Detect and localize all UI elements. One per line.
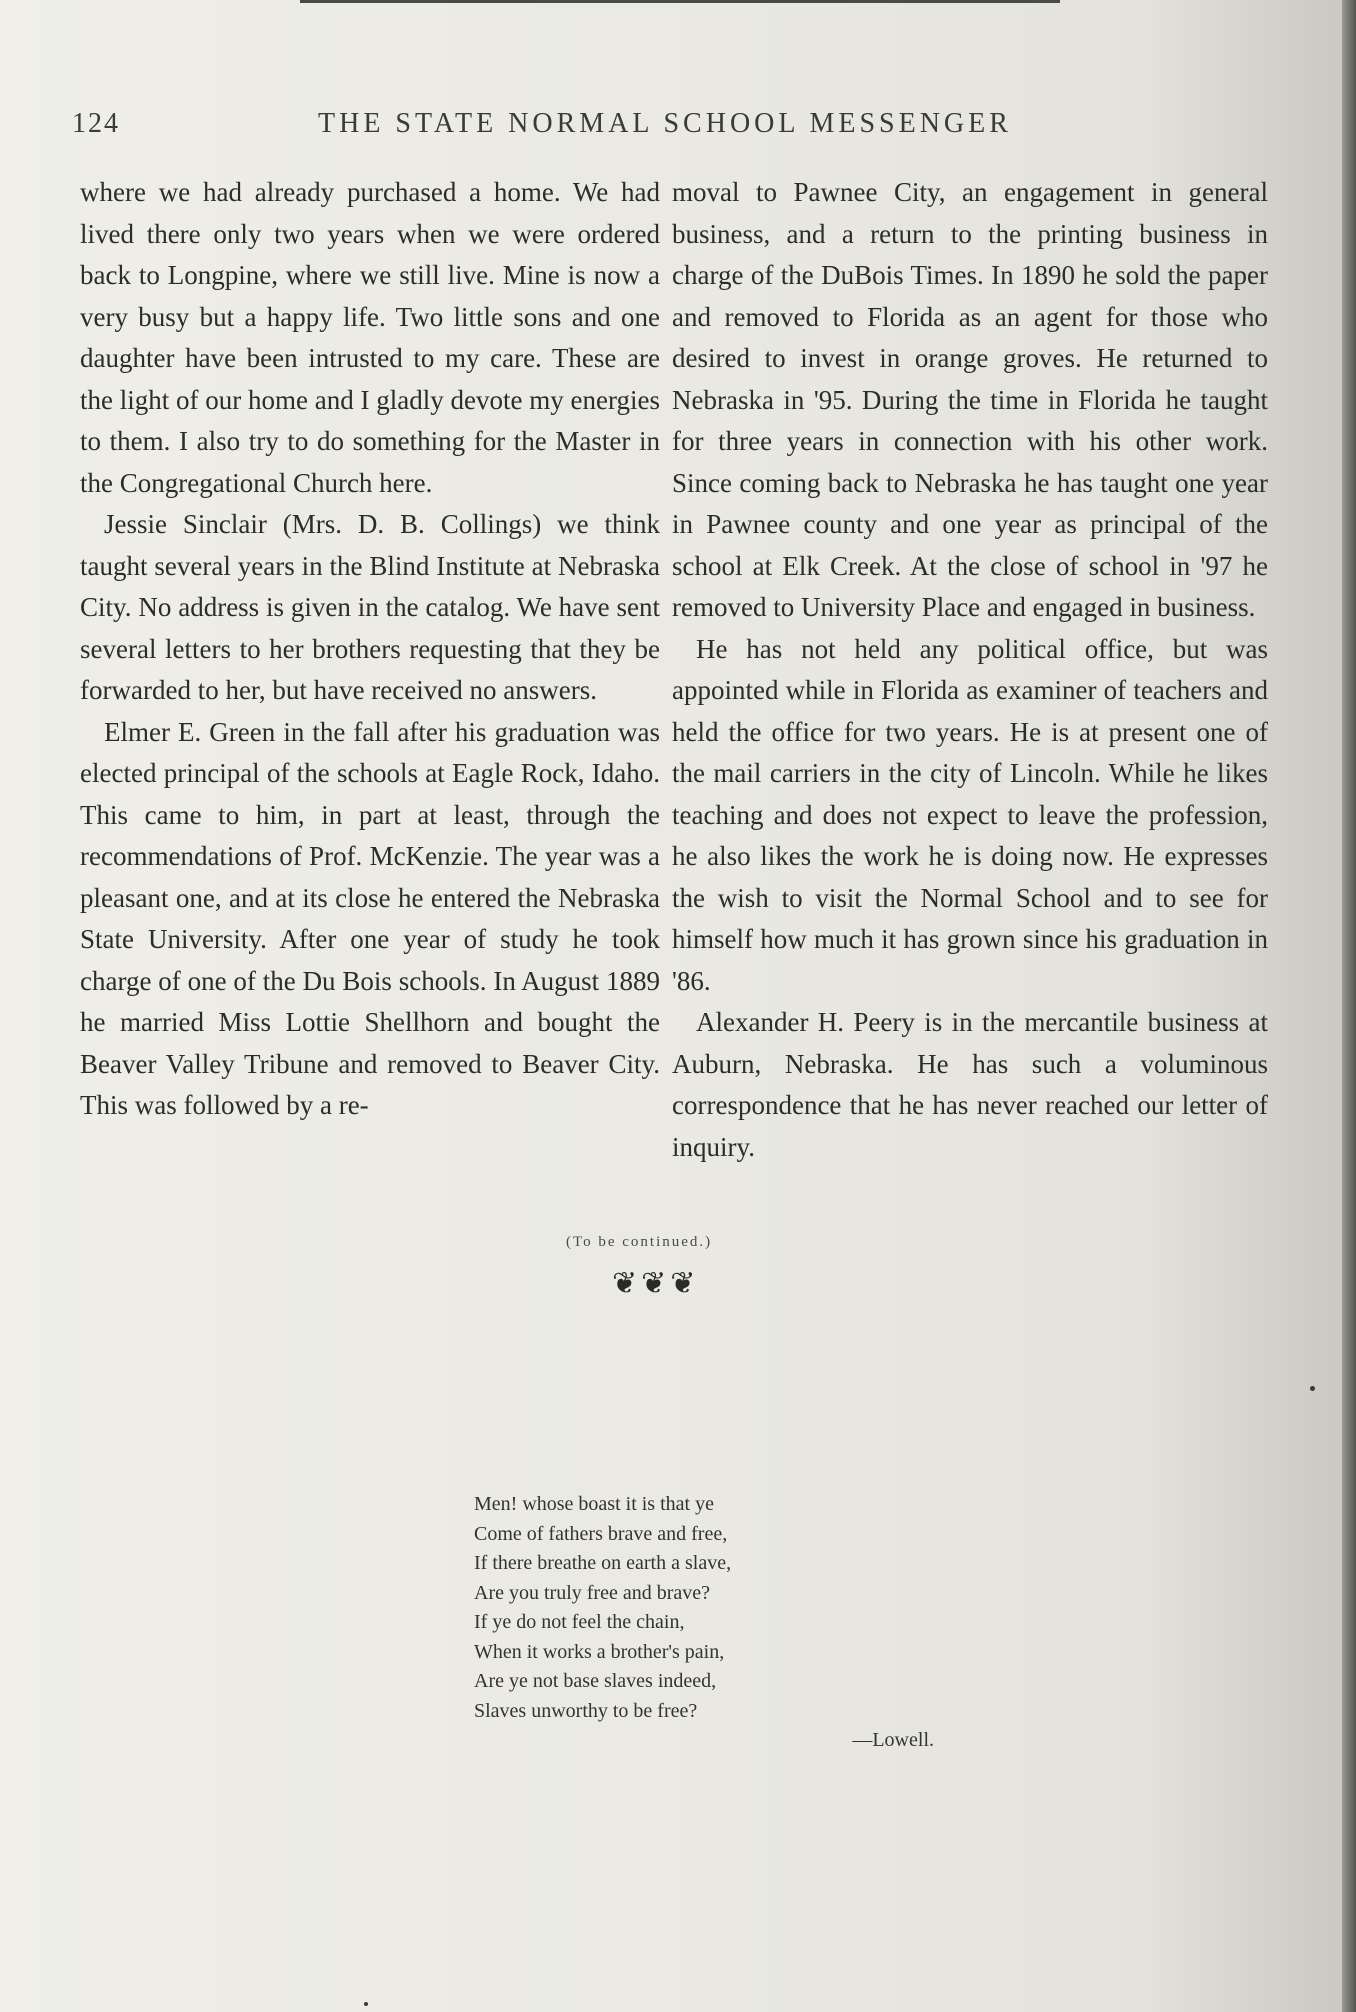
page-number: 124	[72, 108, 120, 139]
top-rule	[300, 0, 1060, 3]
publication-title: THE STATE NORMAL SCHOOL MESSENGER	[318, 108, 1012, 139]
poem-author: —Lowell.	[852, 1729, 934, 1751]
paragraph: Jessie Sinclair (Mrs. D. B. Collings) we think taught several years in the Blind Institute at Nebraska City. No address is given in the catalog. We have sent several letters to her brothers requesting that they be forwarded to her, but have received no answers.	[80, 509, 660, 705]
print-speck	[1310, 1386, 1315, 1391]
poem-line: When it works a brother's pain,	[474, 1640, 725, 1663]
poem	[474, 1490, 994, 1756]
fleuron-ornament-icon: ❦❦❦	[612, 1266, 700, 1301]
paragraph: Elmer E. Green in the fall after his graduation was elected principal of the schools at Eagle Rock, Idaho. This came to him, in part at least, through the recommendations of Prof. McKenzie. The year was a pleasant one, and at its close he entered the Nebraska State University. After one year of study he took charge of one of the Du Bois schools. In August 1889 he married Miss Lottie Shellhorn and bought the Beaver Valley Tribune and removed to Beaver City. This was followed by a re-	[80, 716, 660, 1120]
paragraph: where we had already purchased a home. We had lived there only two years when we were ordered back to Longpine, where we still live. Mine is now a very busy but a happy life. Two little sons and one daughter have been intrusted to my care. These are the light of our home and I gladly devote my energies to them. I also try to do something for the Master in the Congregational Church here.	[80, 177, 660, 498]
running-header	[72, 108, 1292, 148]
page-edge-shadow	[1342, 0, 1356, 2012]
paragraph: He has not held any political office, but was appointed while in Florida as examiner of teachers and held the office for two years. He is at present one of the mail carriers in the city of Lincoln. While he likes teaching and does not expect to leave the profession, he also likes the work he is doing now. He expresses the wish to visit the Normal School and to see for himself how much it has grown since his graduation in '86.	[672, 633, 1268, 996]
poem-line: Are you truly free and brave?	[474, 1581, 710, 1604]
continued-note: (To be continued.)	[566, 1234, 713, 1250]
poem-line: If ye do not feel the chain,	[474, 1611, 685, 1633]
print-speck	[364, 2002, 368, 2006]
paragraph: moval to Pawnee City, an engagement in general business, and a return to the printing business in charge of the DuBois Times. In 1890 he sold the paper and removed to Florida as an agent for those who desired to invest in orange groves. He returned to Nebraska in '95. During the time in Florida he taught for three years in connection with his other work. Since coming back to Nebraska he has taught one year in Pawnee county and one year as principal of the school at Elk Creek. At the close of school in '97 he removed to University Place and engaged in business.	[672, 177, 1268, 622]
poem-line: Are ye not base slaves indeed,	[474, 1670, 717, 1692]
poem-line: Slaves unworthy to be free?	[474, 1699, 698, 1722]
paragraph: Alexander H. Peery is in the mercantile business at Auburn, Nebraska. He has such a voluminous correspondence that he has never reached our letter of inquiry.	[672, 1007, 1268, 1162]
left-column	[80, 172, 660, 1127]
poem-line: If there breathe on earth a slave,	[474, 1552, 732, 1574]
poem-line: Men! whose boast it is that ye	[474, 1493, 714, 1515]
right-column	[672, 172, 1268, 1168]
poem-line: Come of fathers brave and free,	[474, 1522, 728, 1545]
